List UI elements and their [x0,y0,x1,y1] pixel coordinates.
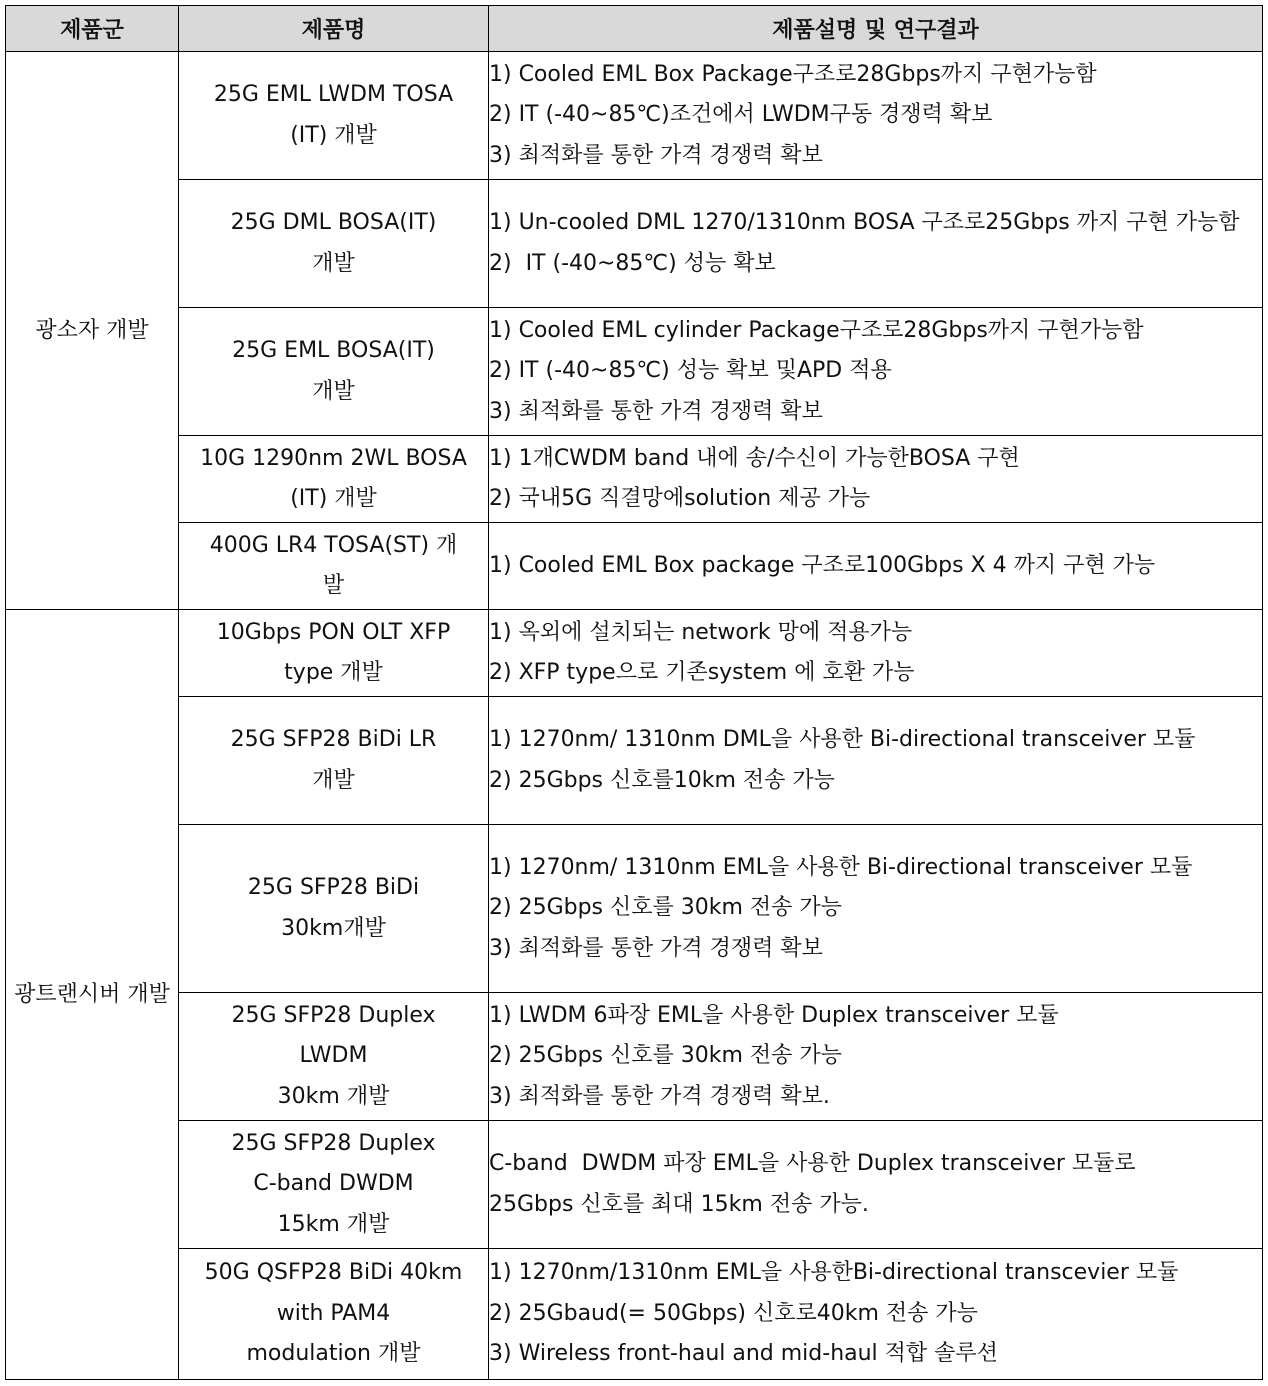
table-row [6,697,1263,825]
product-name-cell: 25G DML BOSA(IT) 개발 [179,180,489,308]
product-name-cell: 50G QSFP28 BiDi 40km with PAM4 modulation 개발 [179,1249,489,1380]
table-row [6,1121,1263,1249]
header-group: 제품군 [6,6,179,52]
product-name-cell: 400G LR4 TOSA(ST) 개 발 [179,523,489,610]
product-desc-cell: 1) Cooled EML Box package 구조로100Gbps X 4 까지 구현 가능 [489,523,1263,610]
product-name-cell: 25G SFP28 BiDi 30km개발 [179,825,489,993]
product-desc-cell: 1) 1270nm/1310nm EML을 사용한Bi-directional transcevier 모듈 2) 25Gbaud(= 50Gbps) 신호로40km 전송 가능 3) Wireless front-haul and mid-haul 적합 솔루션 [489,1249,1263,1380]
product-desc-cell: 1) Cooled EML Box Package구조로28Gbps까지 구현가능함 2) IT (-40~85℃)조건에서 LWDM구동 경쟁력 확보 3) 최적화를 통한 가격 경쟁력 확보 [489,52,1263,180]
table-row [6,436,1263,523]
table-row [6,610,1263,697]
group-cell-optical-transceiver: 광트랜시버 개발 [6,610,179,1380]
product-desc-cell: 1) 1270nm/ 1310nm DML을 사용한 Bi-directional transceiver 모듈 2) 25Gbps 신호를10km 전송 가능 [489,697,1263,825]
table-row [6,1249,1263,1380]
table-row [6,523,1263,610]
product-name-cell: 25G EML LWDM TOSA (IT) 개발 [179,52,489,180]
product-desc-cell: 1) 옥외에 설치되는 network 망에 적용가능 2) XFP type으로 기존system 에 호환 가능 [489,610,1263,697]
product-desc-cell: C-band DWDM 파장 EML을 사용한 Duplex transceiver 모듈로 25Gbps 신호를 최대 15km 전송 가능. [489,1121,1263,1249]
table-row [6,825,1263,993]
product-table [5,5,1263,1380]
product-desc-cell: 1) 1개CWDM band 내에 송/수신이 가능한BOSA 구현 2) 국내5G 직결망에solution 제공 가능 [489,436,1263,523]
product-name-cell: 10G 1290nm 2WL BOSA (IT) 개발 [179,436,489,523]
product-name-cell: 25G SFP28 Duplex LWDM 30km 개발 [179,993,489,1121]
table-row [6,308,1263,436]
product-desc-cell: 1) 1270nm/ 1310nm EML을 사용한 Bi-directional transceiver 모듈 2) 25Gbps 신호를 30km 전송 가능 3) 최적화를 통한 가격 경쟁력 확보 [489,825,1263,993]
product-desc-cell: 1) Cooled EML cylinder Package구조로28Gbps까지 구현가능함 2) IT (-40~85℃) 성능 확보 및APD 적용 3) 최적화를 통한 가격 경쟁력 확보 [489,308,1263,436]
table-row [6,52,1263,180]
header-desc: 제품설명 및 연구결과 [489,6,1263,52]
product-name-cell: 25G SFP28 BiDi LR 개발 [179,697,489,825]
product-name-cell: 25G EML BOSA(IT) 개발 [179,308,489,436]
group-cell-optical-device: 광소자 개발 [6,52,179,610]
product-name-cell: 10Gbps PON OLT XFP type 개발 [179,610,489,697]
table-row [6,180,1263,308]
table-row [6,993,1263,1121]
product-desc-cell: 1) LWDM 6파장 EML을 사용한 Duplex transceiver 모듈 2) 25Gbps 신호를 30km 전송 가능 3) 최적화를 통한 가격 경쟁력 확보. [489,993,1263,1121]
product-desc-cell: 1) Un-cooled DML 1270/1310nm BOSA 구조로25Gbps 까지 구현 가능함 2) IT (-40~85℃) 성능 확보 [489,180,1263,308]
header-row [6,6,1263,52]
product-name-cell: 25G SFP28 Duplex C-band DWDM 15km 개발 [179,1121,489,1249]
header-name: 제품명 [179,6,489,52]
